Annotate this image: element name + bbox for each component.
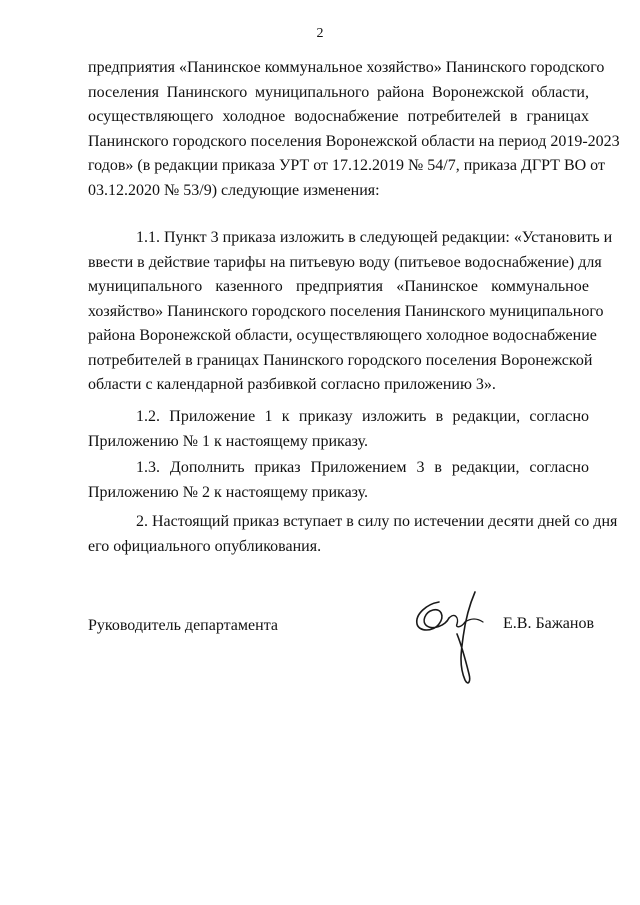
paragraph-1-2 bbox=[88, 405, 589, 454]
text-line: потребителей в границах Панинского городского поселения Воронежской bbox=[88, 351, 593, 369]
handwritten-signature bbox=[405, 588, 500, 688]
text-line: 03.12.2020 № 53/9) следующие изменения: bbox=[88, 181, 380, 199]
text-line: хозяйство» Панинского городского поселения Панинского муниципального bbox=[88, 302, 604, 320]
text-line: ввести в действие тарифы на питьевую воду (питьевое водоснабжение) для bbox=[88, 253, 602, 271]
text-line: поселения Панинского муниципального района Воронежской области, bbox=[88, 83, 589, 101]
text-line: годов» (в редакции приказа УРТ от 17.12.2019 № 54/7, приказа ДГРТ ВО от bbox=[88, 157, 605, 174]
page-number: 2 bbox=[316, 26, 324, 41]
intro-paragraph bbox=[88, 56, 620, 203]
text-line: 1.1. Пункт 3 приказа изложить в следующей редакции: «Установить и bbox=[136, 229, 613, 246]
text-line: муниципального казенного предприятия «Панинское коммунальное bbox=[88, 278, 589, 295]
paragraph-2 bbox=[88, 510, 618, 559]
text-line: 1.2. Приложение 1 к приказу изложить в редакции, согласно bbox=[136, 408, 589, 425]
signer-name: Е.В. Бажанов bbox=[503, 615, 595, 632]
text-line: 2. Настоящий приказ вступает в силу по истечении десяти дней со дня bbox=[136, 513, 618, 530]
text-line: 1.3. Дополнить приказ Приложением 3 в редакции, согласно bbox=[136, 459, 589, 476]
text-line: осуществляющего холодное водоснабжение потребителей в границах bbox=[88, 108, 589, 125]
signer-title: Руководитель департамента bbox=[88, 617, 278, 634]
paragraph-1-1 bbox=[88, 226, 613, 398]
text-line: предприятия «Панинское коммунальное хозяйство» Панинского городского bbox=[88, 59, 605, 76]
text-line: Приложению № 2 к настоящему приказу. bbox=[88, 483, 369, 501]
text-line: района Воронежской области, осуществляющего холодное водоснабжение bbox=[88, 327, 597, 344]
text-line: Панинского городского поселения Воронежской области на период 2019-2023 bbox=[88, 132, 620, 150]
text-line: его официального опубликования. bbox=[88, 537, 322, 555]
paragraph-1-3 bbox=[88, 456, 589, 505]
text-line: области с календарной разбивкой согласно приложению 3». bbox=[88, 376, 496, 393]
text-line: Приложению № 1 к настоящему приказу. bbox=[88, 432, 369, 450]
